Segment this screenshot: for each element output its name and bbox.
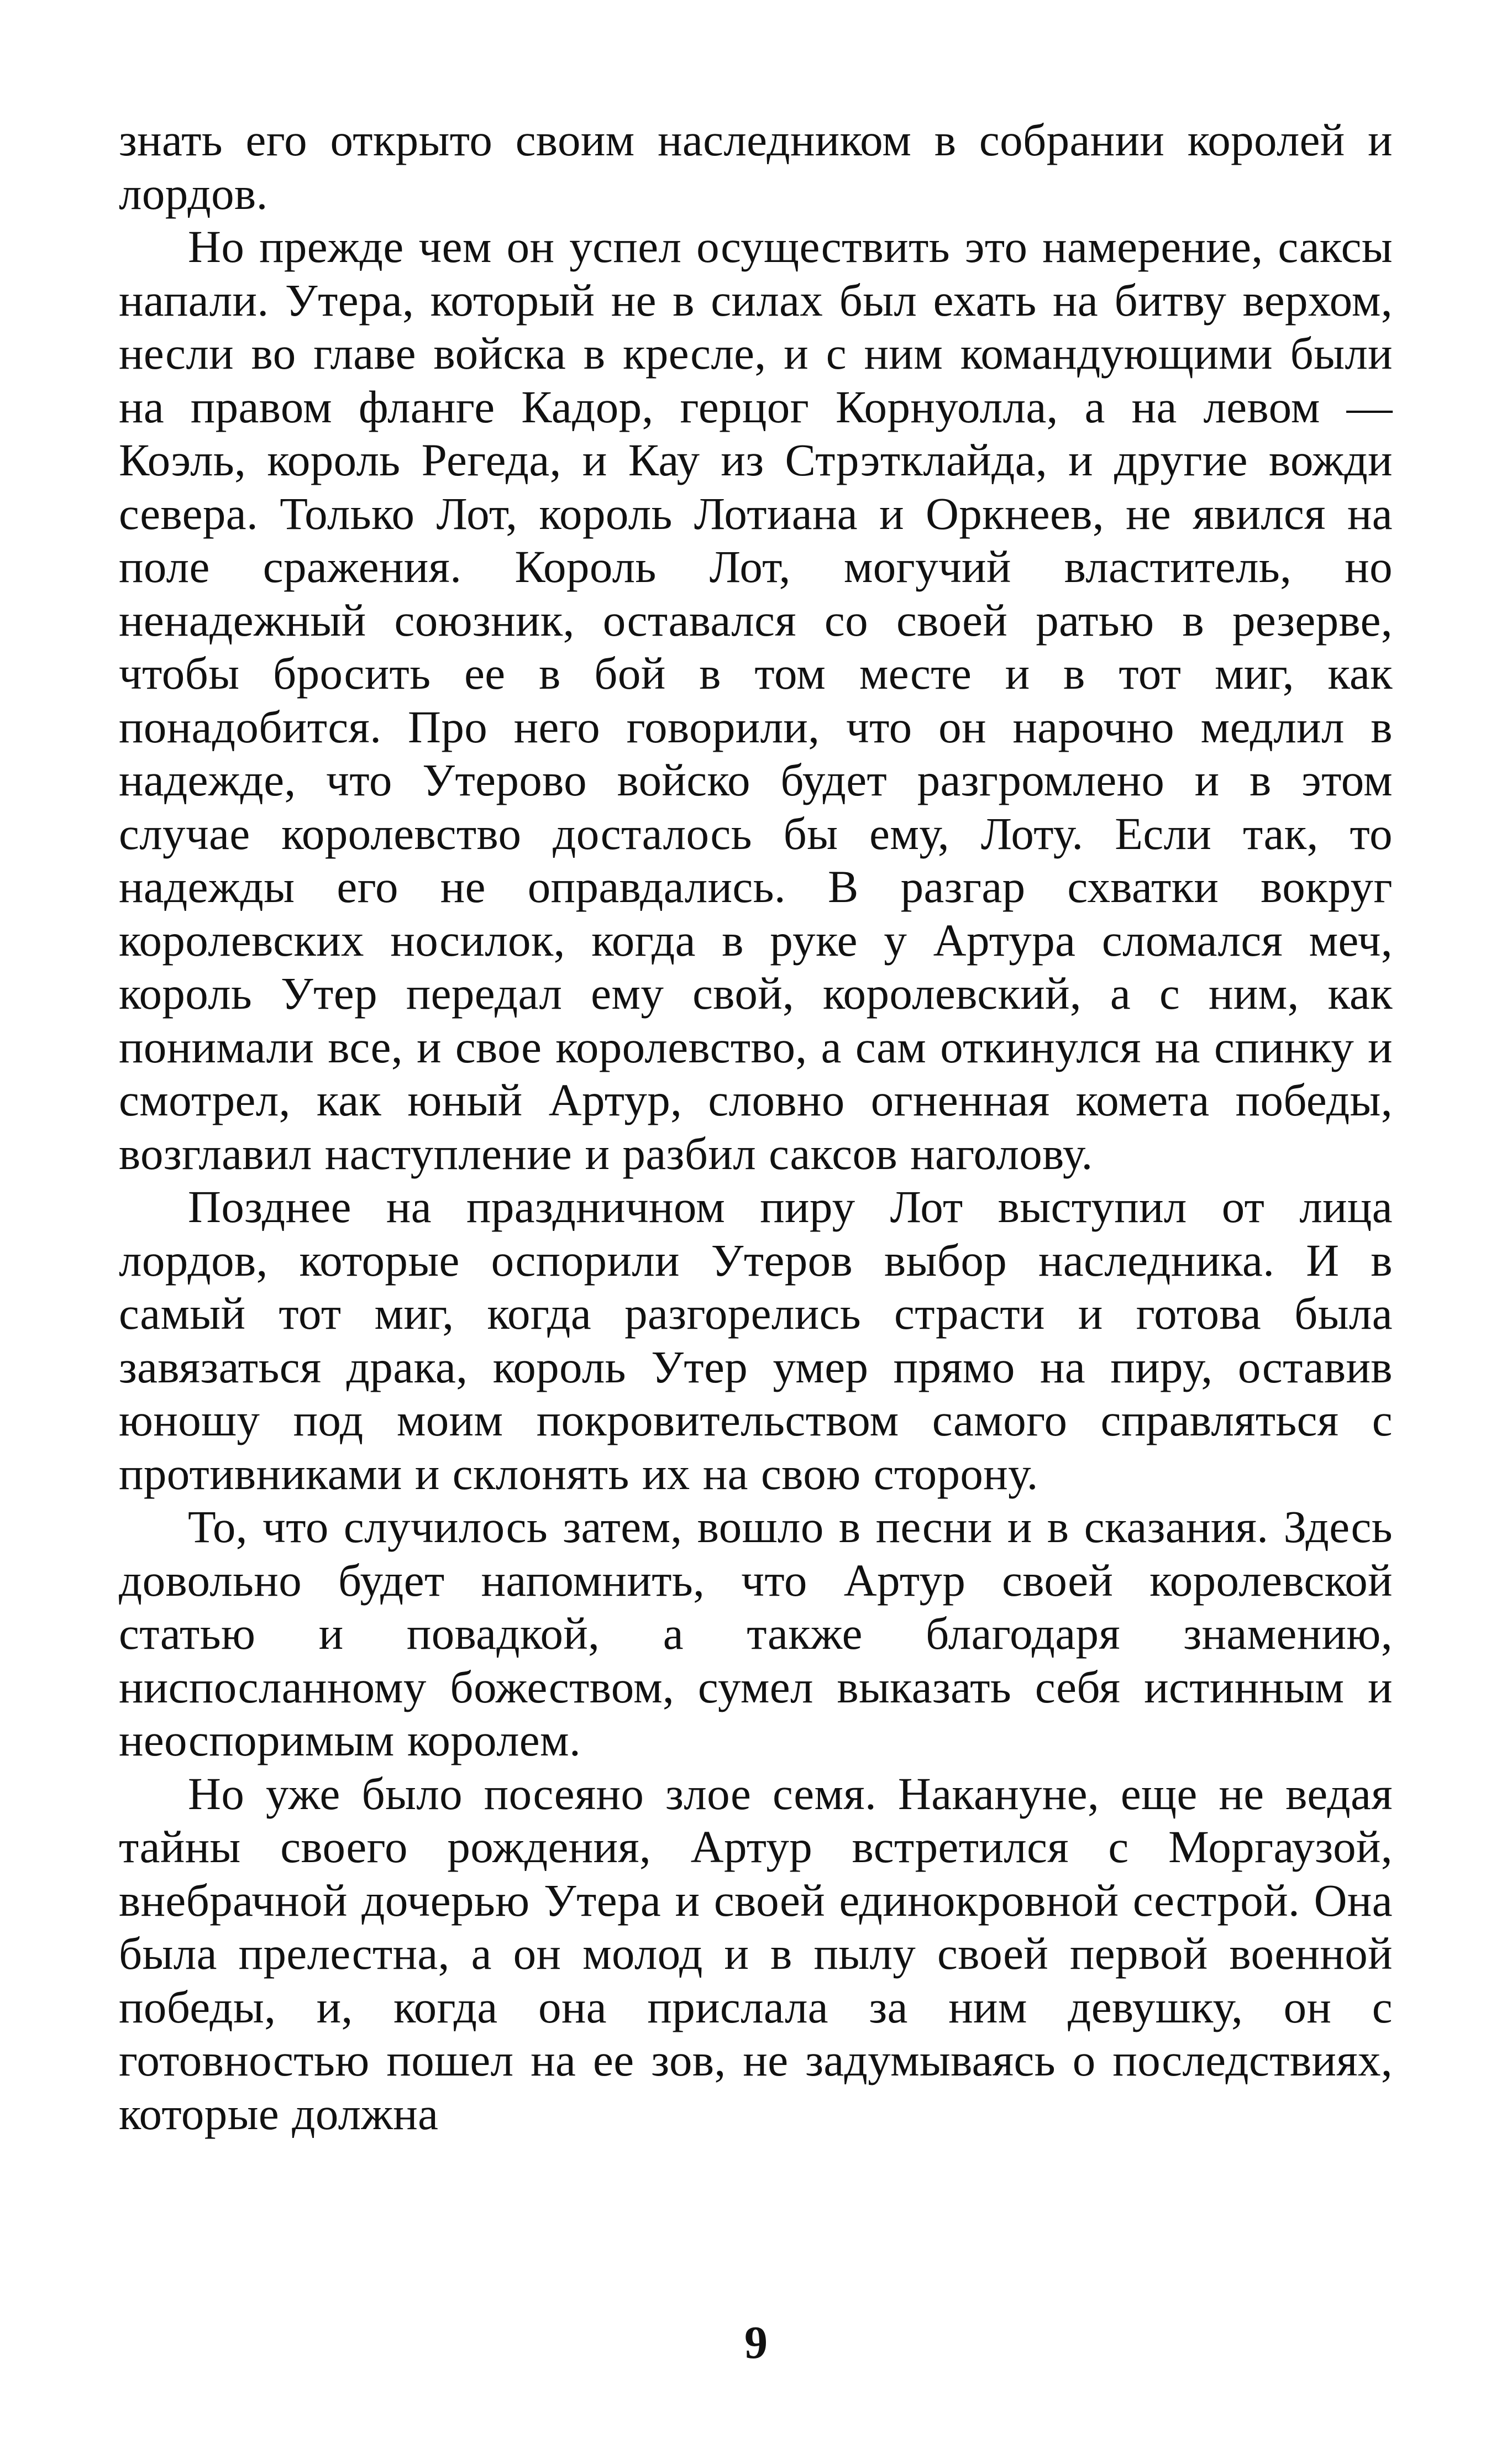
paragraph-continued: знать его открыто своим наследником в собрании королей и лордов. [119,114,1393,219]
body-text [119,113,1393,2140]
paragraph-seed: Но уже было посеяно злое семя. Накануне, еще не ведая тайны своего рождения, Артур встретился с Моргаузой, внебрачной дочерью Утера и своей единокровной сестрой. Она была прелестна, а он молод и в пылу своей первой военной победы, и, когда она прислала за ним девушку, он с готовностью пошел на ее зов, не задумываясь о последствиях, которые должна [119,1768,1393,2139]
page-number: 9 [744,2317,768,2368]
paragraph-feast: Позднее на праздничном пиру Лот выступил от лица лордов, которые оспорили Утеров выбор наследника. И в самый тот миг, когда разгорелись страсти и готова была завязаться драка, король Утер умер прямо на пиру, оставив юношу под моим покровительством самого справляться с противниками и склонять их на свою сторону. [119,1181,1393,1499]
paragraph-battle: Но прежде чем он успел осуществить это намерение, саксы напали. Утера, который не в силах был ехать на битву верхом, несли во главе войска в кресле, и с ним командующими были на правом фланге Кадор, герцог Корнуолла, а на левом — Коэль, король Регеда, и Кау из Стрэтклайда, и другие вожди севера. Только Лот, король Лотиана и Оркнеев, не явился на поле сражения. Король Лот, могучий властитель, но ненадежный союзник, оставался со своей ратью в резерве, чтобы бросить ее в бой в том месте и в тот миг, как понадобится. Про него говорили, что он нарочно медлил в надежде, что Утерово войско будет разгромлено и в этом случае королевство досталось бы ему, Лоту. Если так, то надежды его не оправдались. В разгар схватки вокруг королевских носилок, когда в руке у Артура сломался меч, король Утер передал ему свой, королевский, а с ним, как понимали все, и свое королевство, а сам откинулся на спинку и смотрел, как юный Артур, словно огненная комета победы, возглавил наступление и разбил саксов наголову. [119,221,1393,1179]
paragraph-songs: То, что случилось затем, вошло в песни и в сказания. Здесь довольно будет напомнить, что Артур своей королевской статью и повадкой, а также благодаря знамению, ниспосланному божеством, сумел выказать себя истинным и неоспоримым королем. [119,1501,1393,1765]
